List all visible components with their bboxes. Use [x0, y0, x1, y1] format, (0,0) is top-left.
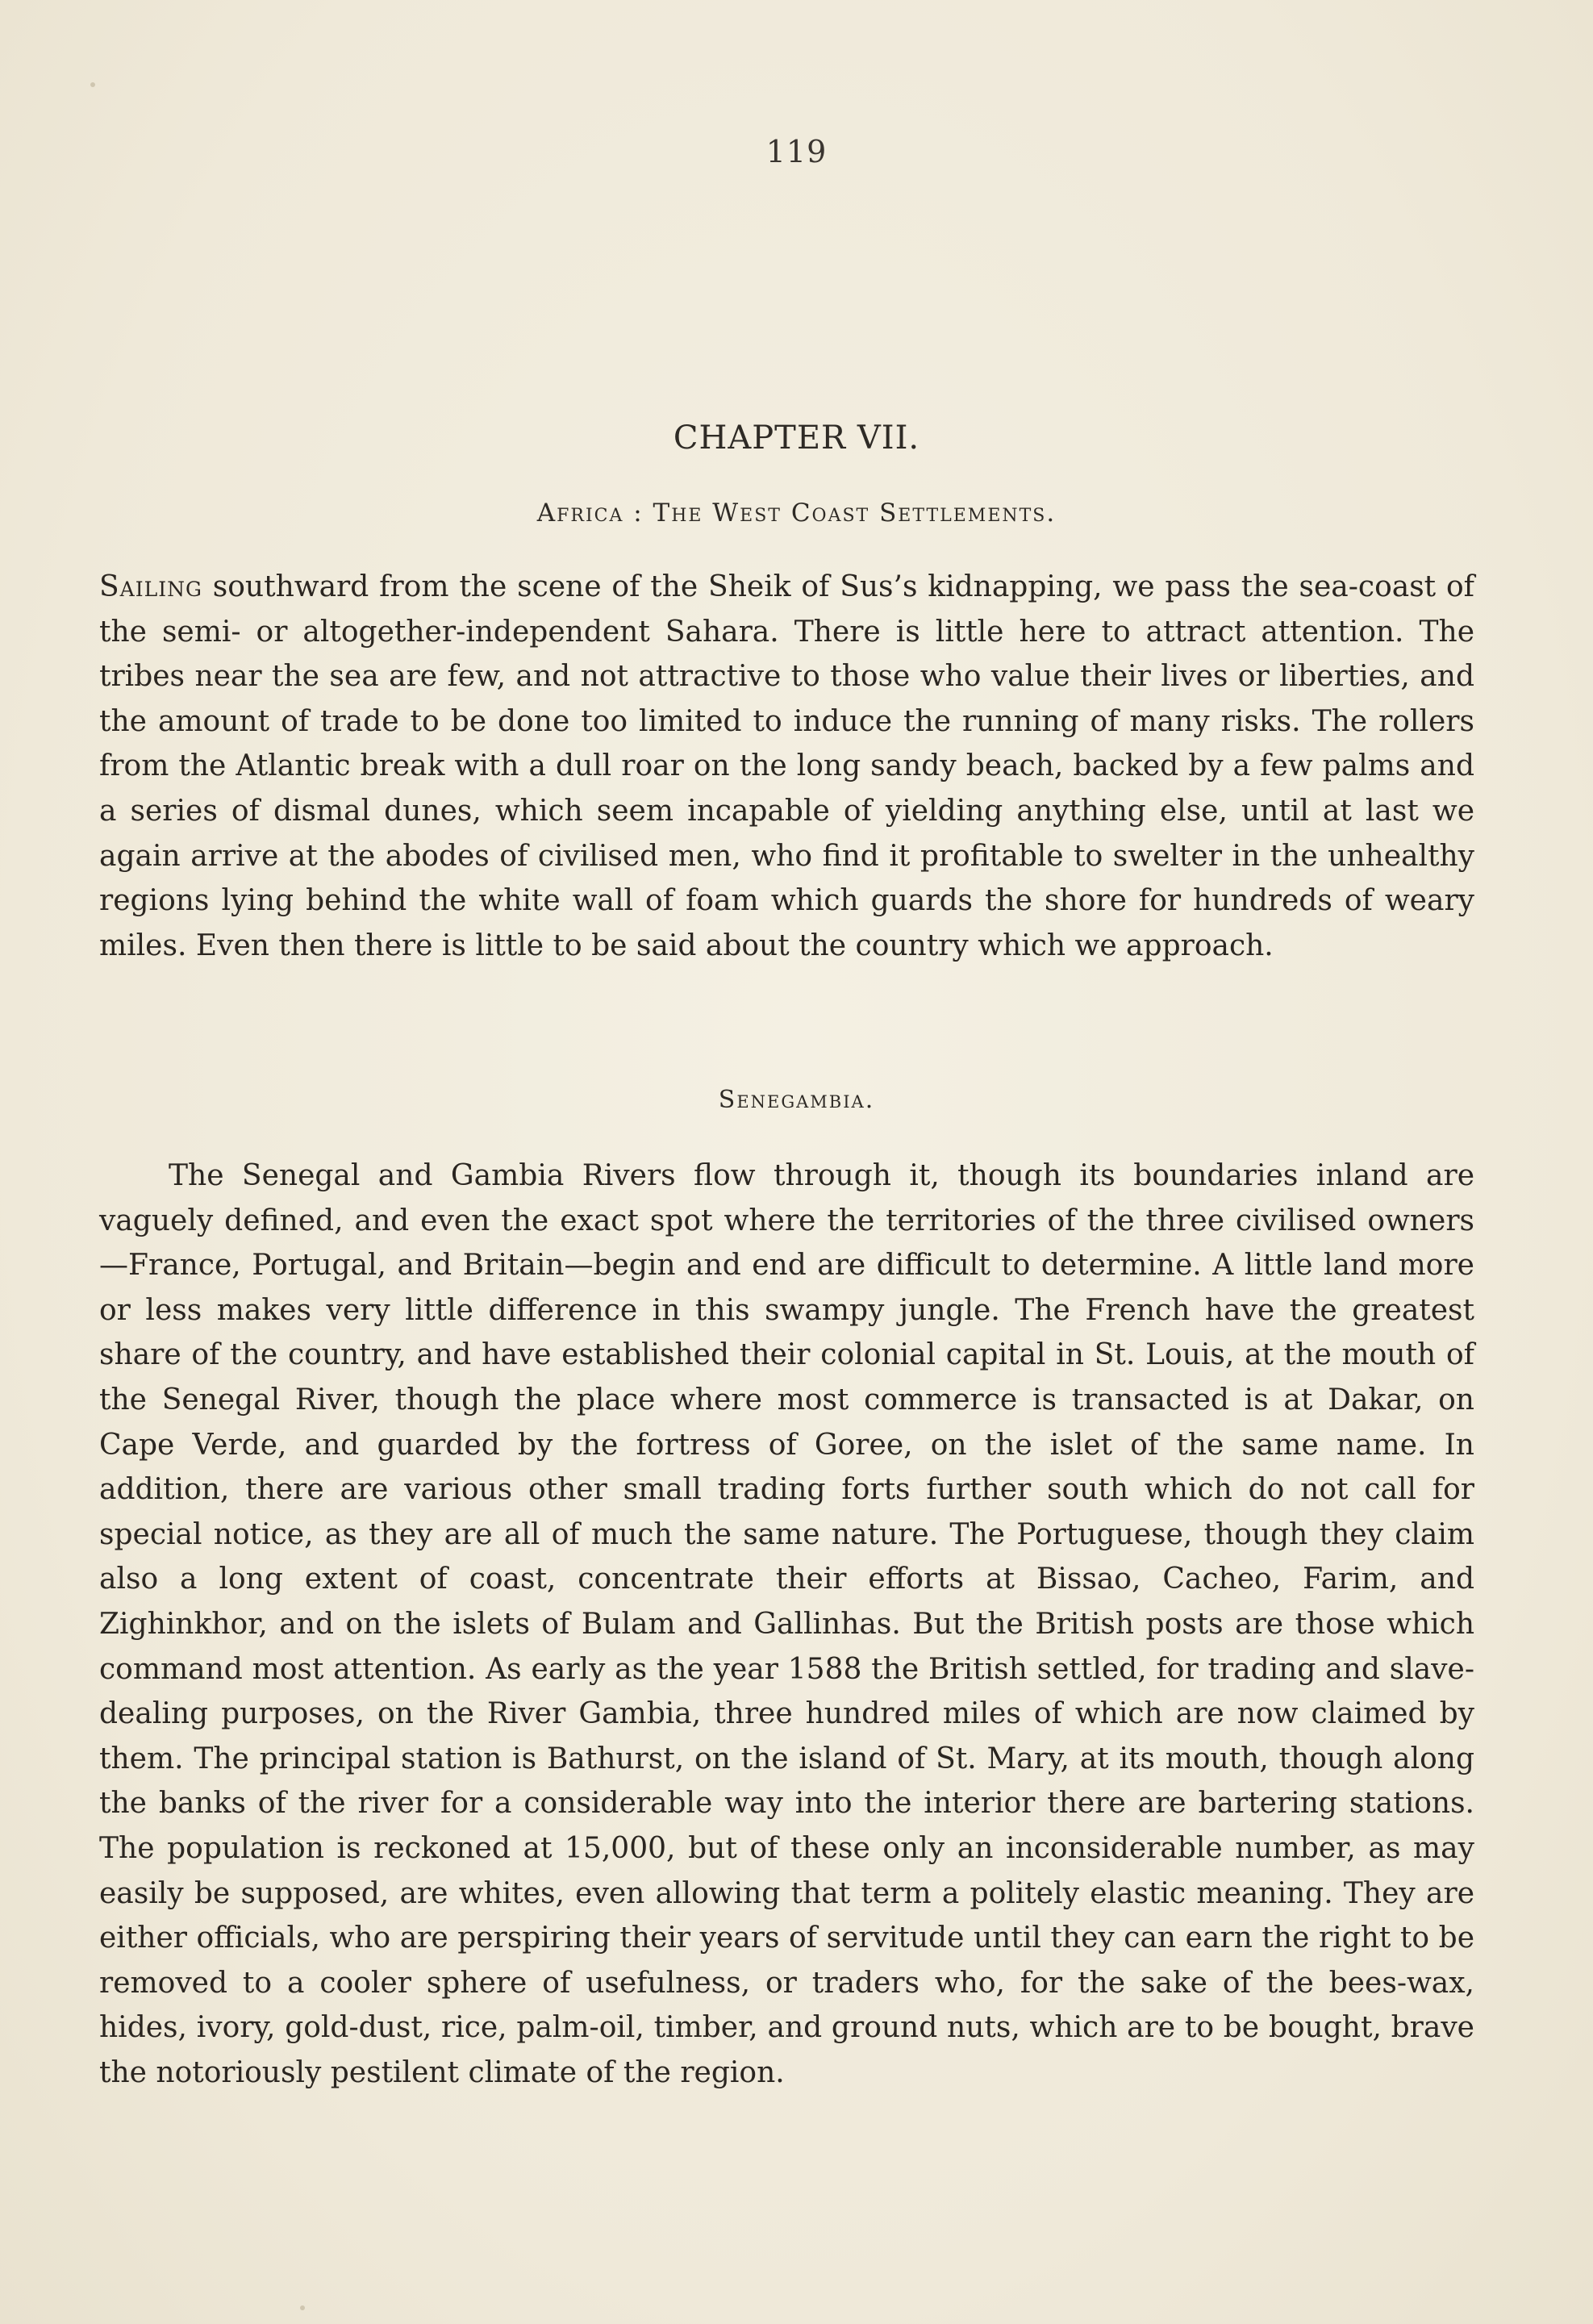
- intro-paragraph: [99, 565, 1474, 968]
- chapter-subtitle: Africa : The West Coast Settlements.: [536, 499, 1057, 528]
- section-paragraph: The Senegal and Gambia Rivers flow through it, though its boundaries inland are vaguely defined, and even the exact spot where the territories of the three civilised owners—France, Portugal, and Britain—begin and end are difficult to determine. A little land more or less makes very little difference in this swampy jungle. The French have the greatest share of the country, and have established their colonial capital in St. Louis, at the mouth of the Senegal River, though the place where most commerce is transacted is at Dakar, on Cape Verde, and guarded by the fortress of Goree, on the islet of the same name. In addition, there are various other small trading forts further south which do not call for special notice, as they are all of much the same nature. The Portuguese, though they claim also a long extent of coast, concentrate their efforts at Bissao, Cacheo, Farim, and Zighinkhor, and on the islets of Bulam and Gallinhas. But the British posts are those which command most attention. As early as the year 1588 the British settled, for trading and slave-dealing purposes, on the River Gambia, three hundred miles of which are now claimed by them. The principal station is Bathurst, on the island of St. Mary, at its mouth, though along the banks of the river for a considerable way into the interior there are bartering stations. The population is reckoned at 15,000, but of these only an inconsiderable number, as may easily be supposed, are whites, even allowing that term a politely elastic meaning. They are either officials, who are perspiring their years of servitude until they can earn the right to be removed to a cooler sphere of usefulness, or traders who, for the sake of the bees-wax, hides, ivory, gold-dust, rice, palm-oil, timber, and ground nuts, which are to be bought, brave the notoriously pestilent climate of the region.: [99, 1159, 1474, 2089]
- paper-speck: [90, 82, 95, 87]
- intro-paragraph-text: southward from the scene of the Sheik of Sus’s kidnapping, we pass the sea-coast of the semi- or altogether-independent Sahara. There is little here to attract attention. The tribes near the sea are few, and not attractive to those who value their lives or liberties, and the amount of trade to be done too limited to induce the running of many risks. The rollers from the Atlantic break with a dull roar on the long sandy beach, backed by a few palms and a series of dismal dunes, which seem incapable of yielding anything else, until at last we again arrive at the abodes of civilised men, who find it profitable to swelter in the unhealthy regions lying behind the white wall of foam which guards the shore for hundreds of weary miles. Even then there is little to be said about the country which we approach.: [99, 570, 1474, 962]
- page-number: 119: [765, 134, 828, 169]
- chapter-title: CHAPTER VII.: [673, 419, 920, 457]
- intro-lead-word: Sailing: [99, 570, 202, 603]
- paper-speck: [300, 2305, 305, 2310]
- section-heading: Senegambia.: [718, 1086, 875, 1114]
